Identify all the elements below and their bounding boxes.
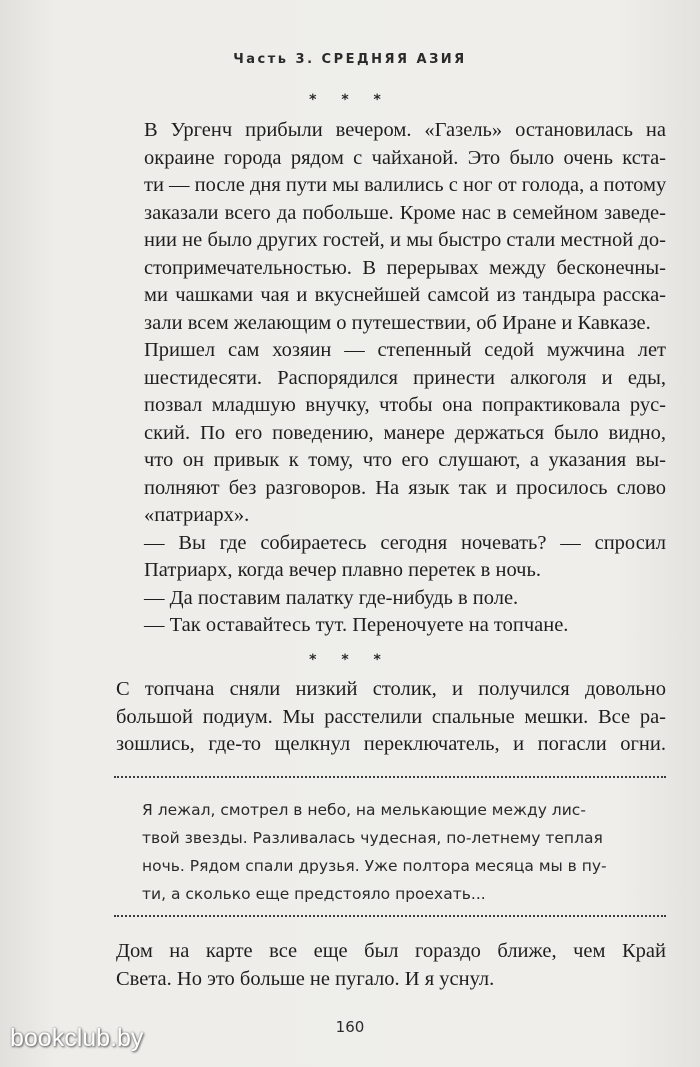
dialogue-line: — Да поставим палатку где-нибудь в поле. (144, 586, 519, 609)
running-head: Часть 3. СРЕДНЯЯ АЗИЯ (233, 52, 467, 67)
section-separator: * * * (309, 652, 391, 668)
dialogue-line: — Вы где собираетесь сегодня ночевать? — спросил Патриарх, когда вечер плавно перетек в ночь. (144, 531, 666, 581)
paragraph: В Ургенч прибыли вечером. «Газель» остановилась на окраине города рядом с чайханой. Это было очень кста- ти — после дня пути мы валились с ног от голода, а потому заказали всего да побольше. Кроме нас в семейном заведе- нии не было других гостей, и мы быстро стали местной до- стопримечательностью. В перерывах между бесконечны- ми чашками чая и вкуснейшей самсой из тандыра расска- зали всем желающим о путешествии, об Иране и Кавказе. (144, 119, 667, 334)
page-number: 160 (335, 1018, 365, 1036)
paragraph: Пришел сам хозяин — степенный седой мужчина лет шестидесяти. Распорядился принести алкоголя и еды, позвал младшую внучку, чтобы она попрактиковала рус- ский. По его поведению, манере держаться было видно, что он привык к тому, что его слушают, а указания вы- полняют без разговоров. На язык так и просилось слово «патриарх». (144, 339, 666, 526)
section-1-text (116, 117, 666, 640)
dotted-divider (114, 915, 666, 917)
closing-text (116, 938, 666, 993)
paragraph: Дом на карте все еще был гораздо ближе, чем Край Света. Но это больше не пугало. И я уснул. (116, 940, 666, 990)
section-separator: * * * (309, 92, 391, 108)
section-2-text (116, 676, 666, 759)
paragraph: С топчана сняли низкий столик, и получился довольно большой подиум. Мы расстелили спальные мешки. Все ра- зошлись, где-то щелкнул переключатель, и погасли огни. (116, 678, 666, 755)
dotted-divider (114, 776, 666, 778)
inset-quote: Я лежал, смотрел в небо, на мелькающие между лис- твой звезды. Разливалась чудесная, по-летнему теплая ночь. Рядом спали друзья. Уже полтора месяца мы в пу- ти, а сколько еще предстояло проехать... (142, 801, 607, 903)
dialogue-line: — Так оставайтесь тут. Переночуете на топчане. (144, 614, 569, 636)
watermark: bookclub.by (10, 1024, 144, 1052)
